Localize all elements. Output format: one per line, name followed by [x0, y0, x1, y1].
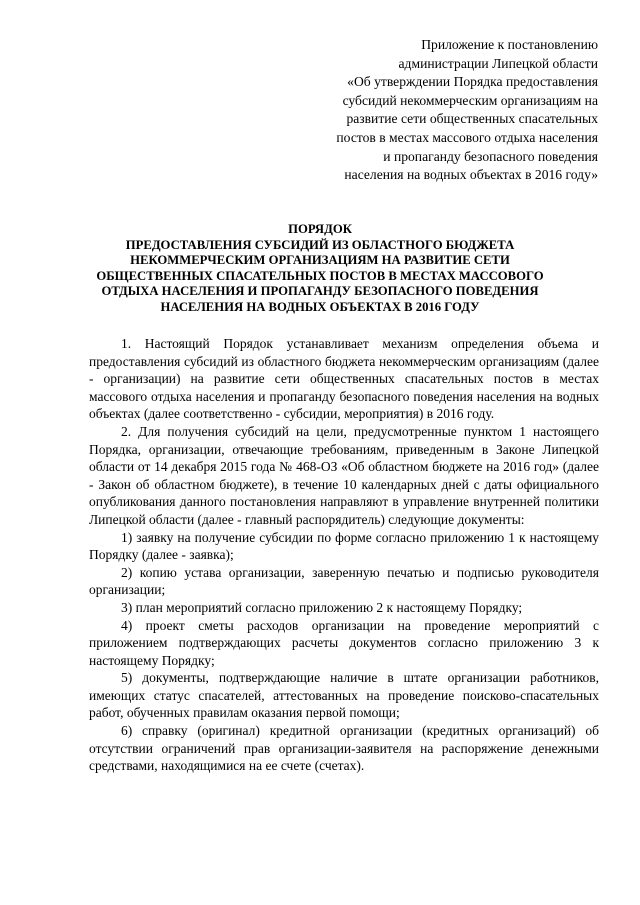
appendix-line: администрации Липецкой области: [398, 55, 598, 71]
list-item-1: 1) заявку на получение субсидии по форме согласно приложению 1 к настоящему Порядку (далее - заявка);: [89, 529, 599, 563]
document-body: [89, 335, 599, 775]
appendix-line: субсидий некоммерческим организациям на: [342, 92, 598, 108]
appendix-line: и пропаганду безопасного поведения: [383, 148, 598, 164]
appendix-header: [278, 36, 598, 185]
appendix-line: постов в местах массового отдыха населения: [336, 129, 598, 145]
appendix-line: «Об утверждении Порядка предоставления: [347, 74, 598, 90]
appendix-line: Приложение к постановлению: [421, 37, 598, 52]
title-line: НЕКОММЕРЧЕСКИМ ОРГАНИЗАЦИЯМ НА РАЗВИТИЕ СЕТИ: [130, 253, 510, 268]
document-title: [92, 222, 548, 316]
paragraph-1: 1. Настоящий Порядок устанавливает механизм определения объема и предоставления субсидий из областного бюджета некоммерческим организациям (далее - организации) на развитие сети общественных спасательных постов в местах массового отдыха населения и пропаганду безопасного поведения населения на водных объектах (далее соответственно - субсидии, мероприятия) в 2016 году.: [89, 336, 599, 422]
list-item-3: 3) план мероприятий согласно приложению 2 к настоящему Порядку;: [121, 599, 523, 615]
title-line: ПОРЯДОК: [288, 222, 352, 236]
title-line: ПРЕДОСТАВЛЕНИЯ СУБСИДИЙ ИЗ ОБЛАСТНОГО БЮДЖЕТА: [125, 237, 515, 252]
list-item-6: 6) справку (оригинал) кредитной организации (кредитных организаций) об отсутствии ограничений прав организации-заявителя на распоряжение денежными средствами, находящимися на ее счете (счетах).: [89, 723, 599, 774]
paragraph-2: 2. Для получения субсидий на цели, предусмотренные пунктом 1 настоящего Порядка, организации, отвечающие требованиям, приведенным в Законе Липецкой области от 14 декабря 2015 года № 468-ОЗ «Об областном бюджете на 2016 год» (далее - Закон об областном бюджете), в течение 10 календарных дней с даты официального опубликования данного постановления направляют в управление внутренней политики Липецкой области (далее - главный распорядитель) следующие документы:: [89, 423, 599, 527]
list-item-4: 4) проект сметы расходов организации на проведение мероприятий с приложением подтверждающих расчеты документов согласно приложению 3 к настоящему Порядку;: [89, 617, 599, 668]
title-line: ОТДЫХА НАСЕЛЕНИЯ И ПРОПАГАНДУ БЕЗОПАСНОГО ПОВЕДЕНИЯ: [101, 284, 539, 299]
appendix-line: населения на водных объектах в 2016 году»: [344, 167, 598, 183]
list-item-2: 2) копию устава организации, заверенную печатью и подписью руководителя организации;: [89, 564, 599, 598]
list-item-5: 5) документы, подтверждающие наличие в штате организации работников, имеющих статус спасателей, аттестованных на проведение поисково-спасательных работ, обученных правилам оказания первой помощи;: [89, 670, 599, 721]
appendix-line: развитие сети общественных спасательных: [346, 111, 598, 127]
title-line: НАСЕЛЕНИЯ НА ВОДНЫХ ОБЪЕКТАХ В 2016 ГОДУ: [160, 299, 480, 314]
title-line: ОБЩЕСТВЕННЫХ СПАСАТЕЛЬНЫХ ПОСТОВ В МЕСТАХ МАССОВОГО: [96, 268, 544, 283]
